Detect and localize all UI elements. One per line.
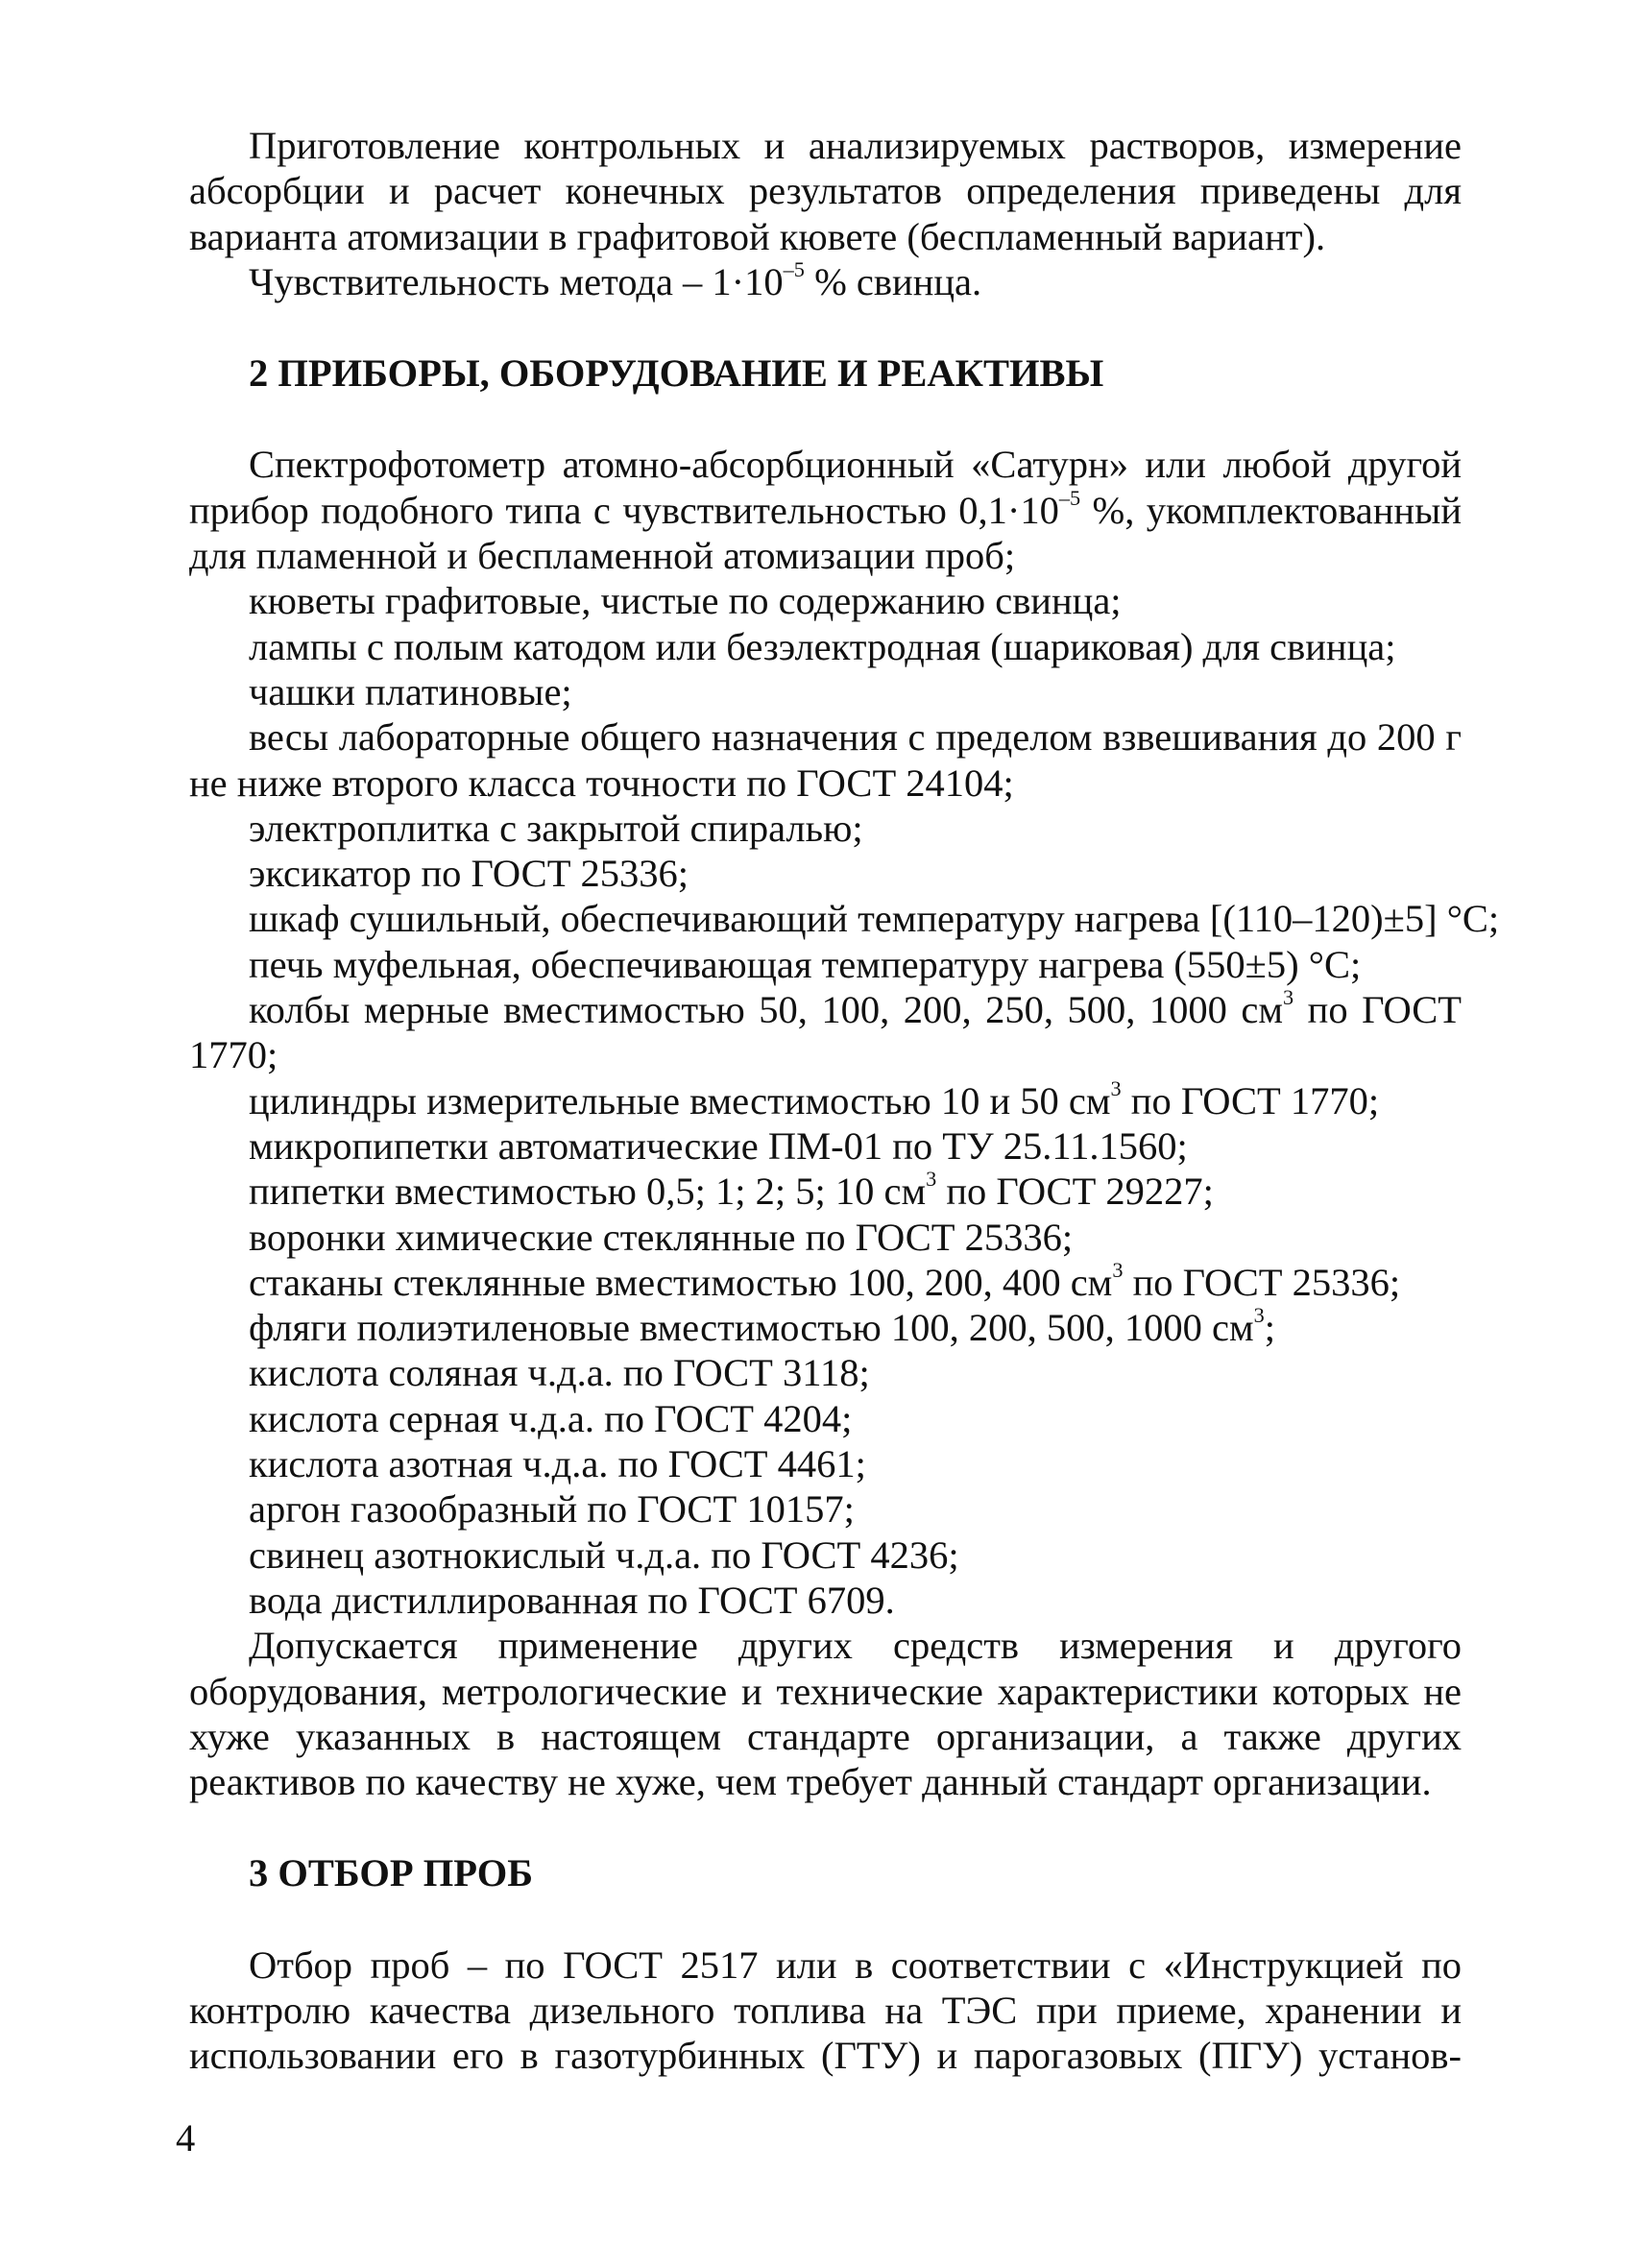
equipment-item: эксикатор по ГОСТ 25336; <box>249 852 689 896</box>
sampling-paragraph: Отбор проб – по ГОСТ 2517 или в соответствии с «Инструкцией по контролю качества дизельного топлива на ТЭС при приеме, хранении и использовании его в газотурбинных (ГТУ) и парогазовых (ПГУ) установ- <box>189 1942 1462 2078</box>
equipment-item-text: Спектрофотометр атомно-абсорбционный «Сатурн» или любой другой прибор подобного типа с чувствительностью 0,1·10 <box>189 443 1462 532</box>
page-number: 4 <box>176 2116 196 2159</box>
reagent-item: кислота серная ч.д.а. по ГОСТ 4204; <box>249 1396 853 1440</box>
equipment-item <box>189 1305 1462 1350</box>
equipment-item-text: ; <box>1264 1306 1275 1350</box>
equipment-item <box>189 987 1462 1078</box>
equipment-item-text: стаканы стеклянные вместимостью 100, 200, 400 см <box>249 1260 1113 1304</box>
page-content <box>189 123 1500 2079</box>
equipment-item: кюветы графитовые, чистые по содержанию свинца; <box>249 579 1122 623</box>
intro-paragraph: Приготовление контрольных и анализируемых растворов, измерение абсорбции и расчет конечных результатов определения приведены для варианта атомизации в графитовой кювете (беспламенный вариант). <box>189 124 1462 258</box>
equipment-item: лампы с полым катодом или безэлектродная (шариковая) для свинца; <box>249 624 1396 668</box>
sensitivity-exponent: –5 <box>783 256 805 281</box>
sensitivity-paragraph <box>189 256 1462 304</box>
equipment-item <box>189 1075 1462 1123</box>
equipment-item: микропипетки автоматические ПМ-01 по ТУ 25.11.1560; <box>249 1123 1188 1168</box>
sensitivity-unit: % свинца. <box>804 259 982 303</box>
section-3-heading: 3 ОТБОР ПРОБ <box>249 1851 534 1895</box>
reagent-item: вода дистиллированная по ГОСТ 6709. <box>249 1578 895 1622</box>
equipment-item-text: колбы мерные вместимостью 50, 100, 200, 250, 500, 1000 см <box>249 988 1284 1032</box>
reagent-item: кислота соляная ч.д.а. по ГОСТ 3118; <box>249 1351 870 1395</box>
equipment-item: электроплитка с закрытой спиралью; <box>249 806 863 850</box>
equipment-item-text: %, укомплектованный для пламенной и беспламенной атомизации проб; <box>189 488 1462 578</box>
sensitivity-text: Чувствительность метода – 1·10 <box>249 259 784 303</box>
equipment-item-exponent: 3 <box>1283 985 1294 1010</box>
equipment-item: чашки платиновые; <box>249 669 572 713</box>
equipment-item-text: пипетки вместимостью 0,5; 1; 2; 5; 10 см <box>249 1170 927 1214</box>
equipment-item-exponent: 3 <box>1110 1075 1122 1100</box>
equipment-item-text: фляги полиэтиленовые вместимостью 100, 200, 500, 1000 см <box>249 1306 1254 1350</box>
equipment-item-exponent: 3 <box>926 1167 937 1192</box>
equipment-item-spectrophotometer <box>189 442 1462 578</box>
equipment-item-text: цилиндры измерительные вместимостью 10 и 50 см <box>249 1078 1111 1122</box>
equipment-item-exponent: 3 <box>1253 1303 1265 1328</box>
reagent-item: аргон газообразный по ГОСТ 10157; <box>249 1487 855 1532</box>
equipment-item-exponent: –5 <box>1058 485 1081 510</box>
equipment-item-text: по ГОСТ 25336; <box>1123 1260 1401 1304</box>
equipment-item <box>189 1169 1462 1214</box>
substitution-note: Допускается применение других средств измерения и другого оборудования, метрологические и технические характеристики которых не хуже указанных в настоящем стандарте организации, а также других реактивов по качеству не хуже, чем требует данный стандарт организации. <box>189 1624 1462 1804</box>
section-2-heading: 2 ПРИБОРЫ, ОБОРУДОВАНИЕ И РЕАКТИВЫ <box>249 351 1104 396</box>
reagent-item: кислота азотная ч.д.а. по ГОСТ 4461; <box>249 1442 866 1486</box>
equipment-item: шкаф сушильный, обеспечивающий температуру нагрева [(110–120)±5] °С; <box>249 897 1500 941</box>
equipment-item: печь муфельная, обеспечивающая температуру нагрева (550±5) °С; <box>249 942 1362 986</box>
equipment-item-text: по ГОСТ 1770; <box>1121 1078 1380 1122</box>
equipment-item: весы лабораторные общего назначения с пределом взвешивания до 200 г не ниже второго класса точности по ГОСТ 24104; <box>189 715 1462 805</box>
equipment-item: воронки химические стеклянные по ГОСТ 25336; <box>249 1215 1074 1259</box>
equipment-item-exponent: 3 <box>1112 1257 1124 1282</box>
reagent-item: свинец азотнокислый ч.д.а. по ГОСТ 4236; <box>249 1532 959 1577</box>
equipment-item-text: по ГОСТ 29227; <box>936 1170 1214 1214</box>
equipment-item <box>189 1257 1462 1305</box>
equipment-item-text: по ГОСТ 1770; <box>189 988 1462 1077</box>
